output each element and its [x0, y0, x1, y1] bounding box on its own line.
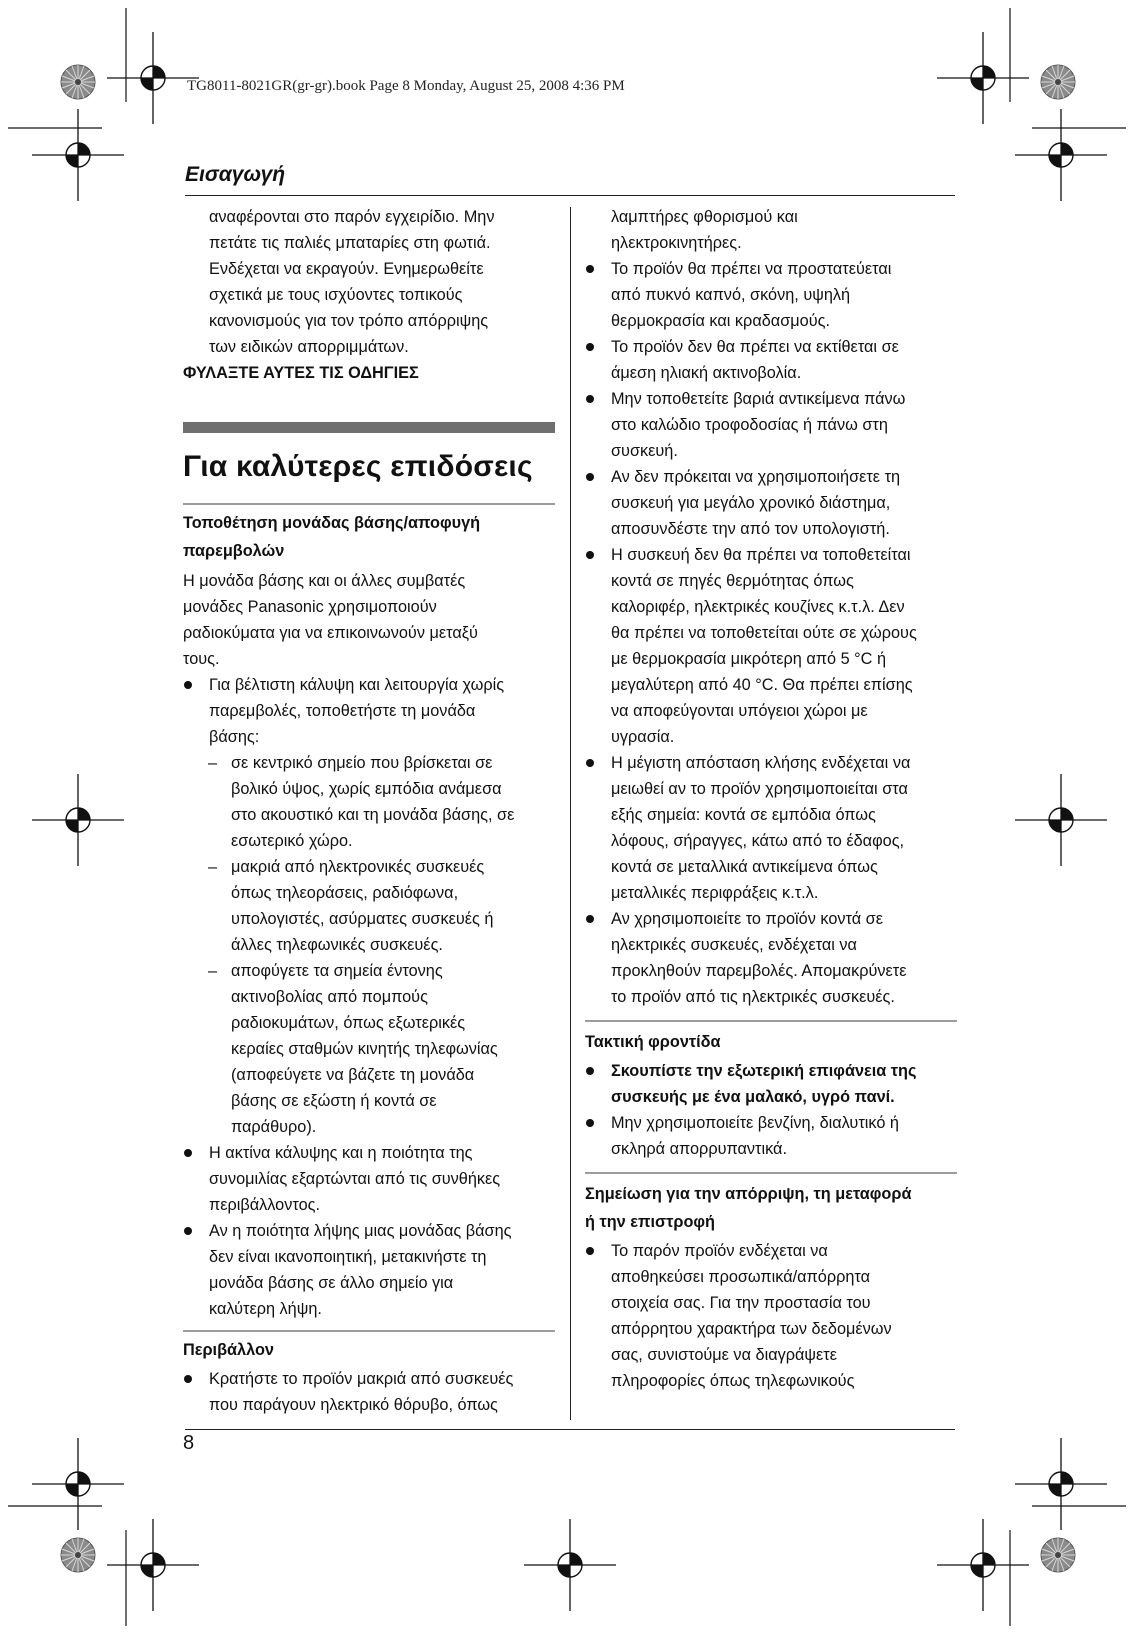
list-item: Η μέγιστη απόσταση κλήσης ενδέχεται να μειωθεί αν το προϊόν χρησιμοποιείται στα εξής σημεία: κοντά σε εμπόδια όπως λόφους, σήραγγες, κάτω από το έδαφος, κοντά σε μεταλλικά αντικείμενα όπως μεταλλικές περιφράξεις κ.τ.λ. — [585, 750, 957, 906]
list-item: Μην χρησιμοποιείτε βενζίνη, διαλυτικό ή σκληρά απορρυπαντικά. — [585, 1110, 957, 1162]
list-item: Το προϊόν θα πρέπει να προστατεύεται από πυκνό καπνό, σκόνη, υψηλή θερμοκρασία και κραδασμούς. — [585, 256, 957, 334]
intro-paragraph: αναφέρονται στο παρόν εγχειρίδιο. Μην πετάτε τις παλιές μπαταρίες στη φωτιά. Ενδέχεται να εκραγούν. Ενημερωθείτε σχετικά με τους ισχύοντες τοπικούς κανονισμούς για τον τρόπο απόρριψης των ειδικών απορριμμάτων. — [209, 208, 495, 356]
main-heading: Για καλύτερες επιδόσεις — [183, 450, 533, 483]
list-item: Το παρόν προϊόν ενδέχεται να αποθηκεύσει προσωπικά/απόρρητα στοιχεία σας. Για την προστασία του απόρρητου χαρακτήρα των δεδομένων σας, συνιστούμε να διαγράψετε πληροφορίες όπως τηλεφωνικούς — [585, 1238, 957, 1394]
heading-rule — [183, 503, 555, 505]
right-column — [585, 204, 957, 1394]
list-item: Σκουπίστε την εξωτερική επιφάνεια της συσκευής με ένα μαλακό, υγρό πανί. — [585, 1058, 957, 1110]
section-title: Εισαγωγή — [185, 163, 286, 186]
footer-rule — [185, 1429, 955, 1430]
print-job-header: TG8011-8021GR(gr-gr).book Page 8 Monday, August 25, 2008 4:36 PM — [187, 78, 625, 94]
list-item: Η ακτίνα κάλυψης και η ποιότητα της συνομιλίας εξαρτώνται από τις συνθήκες περιβάλλοντος. — [183, 1140, 555, 1218]
list-item: Μην τοποθετείτε βαριά αντικείμενα πάνω στο καλώδιο τροφοδοσίας ή πάνω στη συσκευή. — [585, 386, 957, 464]
sub-list-item: – αποφύγετε τα σημεία έντονης ακτινοβολίας από πομπούς ραδιοκυμάτων, όπως εξωτερικές κεραίες σταθμών κινητής τηλεφωνίας (αποφεύγετε να βάζετε τη μονάδα βάσης σε εξώστη ή κοντά σε παράθυρο). — [183, 958, 555, 1140]
sub-list-item: – σε κεντρικό σημείο που βρίσκεται σε βολικό ύψος, χωρίς εμπόδια ανάμεσα στο ακουστικό και τη μονάδα βάσης, σε εσωτερικό χώρο. — [183, 750, 555, 854]
page-number: 8 — [183, 1432, 195, 1454]
save-instructions-note: ΦΥΛΑΞΤΕ ΑΥΤΕΣ ΤΙΣ ΟΔΗΓΙΕΣ — [183, 364, 419, 382]
list-item: Για βέλτιστη κάλυψη και λειτουργία χωρίς παρεμβολές, τοποθετήστε τη μονάδα βάσης: — [183, 672, 555, 750]
disposal-heading: Σημείωση για την απόρριψη, τη μεταφορά ή την επιστροφή — [585, 1185, 912, 1231]
section-rule — [585, 1020, 957, 1022]
placement-heading: Τοποθέτηση μονάδας βάσης/αποφυγή παρεμβολών — [183, 514, 481, 560]
list-item: Αν χρησιμοποιείτε το προϊόν κοντά σε ηλεκτρικές συσκευές, ενδέχεται να προκληθούν παρεμβολές. Απομακρύνετε το προϊόν από τις ηλεκτρικές συσκευές. — [585, 906, 957, 1010]
section-rule — [183, 1330, 555, 1332]
list-item: Το προϊόν δεν θα πρέπει να εκτίθεται σε άμεση ηλιακή ακτινοβολία. — [585, 334, 957, 386]
left-column — [183, 204, 555, 1418]
list-item: Κρατήστε το προϊόν μακριά από συσκευές που παράγουν ηλεκτρικό θόρυβο, όπως — [183, 1366, 555, 1418]
sub-list-item: – μακριά από ηλεκτρονικές συσκευές όπως τηλεοράσεις, ραδιόφωνα, υπολογιστές, ασύρματες συσκευές ή άλλες τηλεφωνικές συσκευές. — [183, 854, 555, 958]
header-rule — [185, 195, 955, 196]
list-item: Αν η ποιότητα λήψης μιας μονάδας βάσης δεν είναι ικανοποιητική, μετακινήστε τη μονάδα βάσης σε άλλο σημείο για καλύτερη λήψη. — [183, 1218, 555, 1322]
environment-heading: Περιβάλλον — [183, 1341, 274, 1359]
placement-intro: Η μονάδα βάσης και οι άλλες συμβατές μονάδες Panasonic χρησιμοποιούν ραδιοκύματα για να επικοινωνούν μεταξύ τους. — [183, 572, 478, 668]
heading-bar — [183, 422, 555, 433]
list-item: Αν δεν πρόκειται να χρησιμοποιήσετε τη συσκευή για μεγάλο χρονικό διάστημα, αποσυνδέστε την από τον υπολογιστή. — [585, 464, 957, 542]
continued-paragraph: λαμπτήρες φθορισμού και ηλεκτροκινητήρες. — [611, 208, 798, 252]
care-heading: Τακτική φροντίδα — [585, 1033, 721, 1051]
column-divider — [570, 207, 571, 1420]
section-rule — [585, 1172, 957, 1174]
list-item: Η συσκευή δεν θα πρέπει να τοποθετείται κοντά σε πηγές θερμότητας όπως καλοριφέρ, ηλεκτρικές κουζίνες κ.τ.λ. Δεν θα πρέπει να τοποθετείται ούτε σε χώρους με θερμοκρασία μικρότερη από 5 °C ή μεγαλύτερη από 40 °C. Θα πρέπει επίσης να αποφεύγονται υπόγειοι χώροι με υγρασία. — [585, 542, 957, 750]
